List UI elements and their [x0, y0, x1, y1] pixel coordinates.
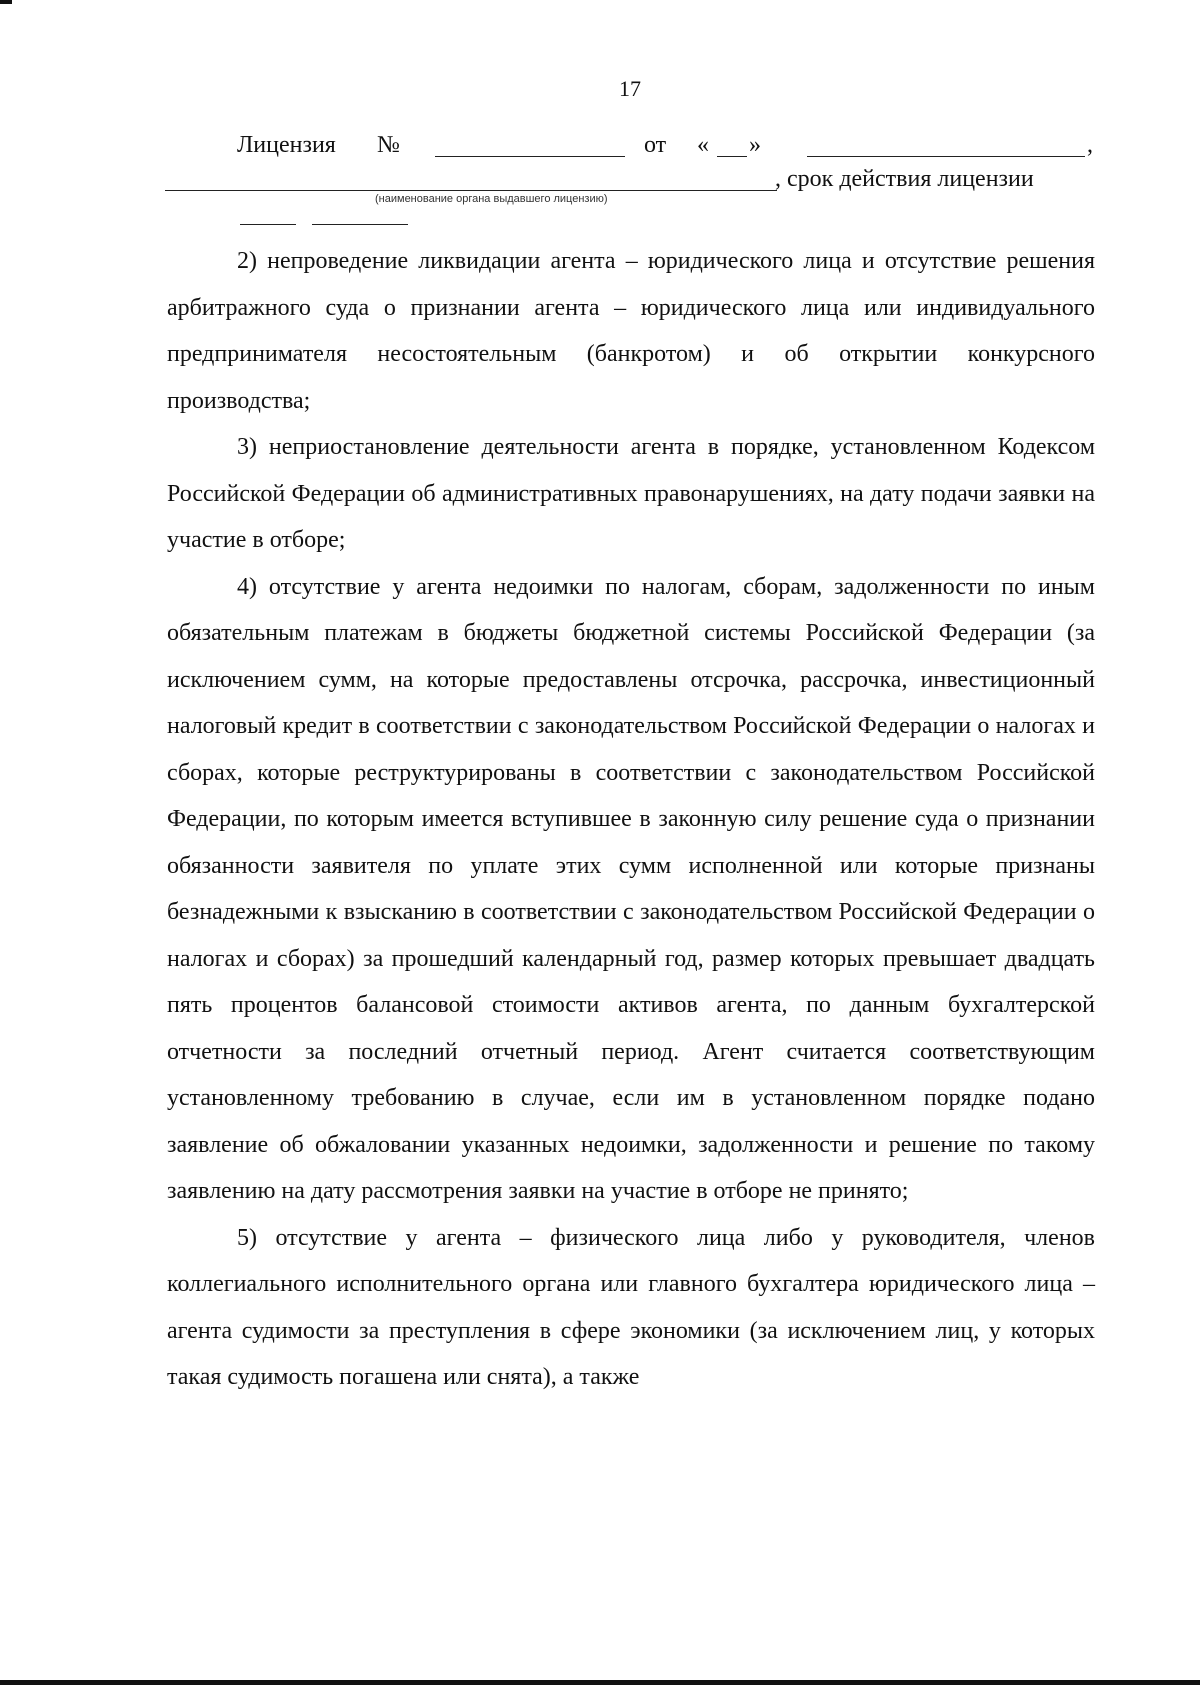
from-label: от [644, 132, 667, 158]
paragraph-item-3: 3) неприостановление деятельности агента в порядке, установленном Кодексом Российской Федерации об административных правонарушениях, на дату подачи заявки на участие в отборе; [167, 434, 1095, 553]
paragraph-item-4: 4) отсутствие у агента недоимки по налогам, сборам, задолженности по иным обязательным платежам в бюджеты бюджетной системы Российской Федерации (за исключением сумм, на которые предоставлены отсрочка, рассрочка, инвестиционный налоговый кредит в соответствии с законодательством Российской Федерации о налогах и сборах, которые реструктурированы в соответствии с законодательством Российской Федерации, по которым имеется вступившее в законную силу решение суда о признании обязанности заявителя по уплате этих сумм исполненной или которые признаны безнадежными к взысканию в соответствии с законодательством Российской Федерации о налогах и сборах) за прошедший календарный год, размер которых превышает двадцать пять процентов балансовой стоимости активов агента, по данным бухгалтерской отчетности за последний отчетный период. Агент считается соответствующим установленному требованию в случае, если им в установленном порядке подано заявление об обжаловании указанных недоимки, задолженности и решение по такому заявлению на дату рассмотрения заявки на участие в отборе не принято; [167, 573, 1095, 1204]
validity-blanks [240, 220, 440, 240]
document-body [167, 238, 1095, 1401]
trailing-comma: , [1087, 132, 1093, 158]
license-number-blank [435, 156, 625, 157]
license-day-blank [717, 156, 747, 157]
issuing-organization-caption: (наименование органа выдавшего лицензию) [375, 193, 608, 205]
paragraph-item-5: 5) отсутствие у агента – физического лица либо у руководителя, членов коллегиального исполнительного органа или главного бухгалтера юридического лица – агента судимости за преступления в сфере экономики (за исключением лиц, у которых такая судимость погашена или снята), а также [167, 1224, 1095, 1390]
paragraph-item-2: 2) непроведение ликвидации агента – юридического лица и отсутствие решения арбитражного суда о признании агента – юридического лица или индивидуального предпринимателя несостоятельным (банкротом) и об открытии конкурсного производства; [167, 248, 1095, 414]
license-date-blank [807, 156, 1085, 157]
quote-close: » [749, 132, 761, 158]
quote-open: « [697, 132, 709, 158]
scan-bottom-border [0, 1680, 1200, 1685]
validity-blank-2 [312, 224, 408, 225]
number-sign: № [377, 132, 400, 158]
issuing-organization-blank [165, 190, 777, 191]
license-line [237, 132, 1097, 166]
validity-blank-1 [240, 224, 296, 225]
validity-label: , срок действия лицензии [775, 166, 1034, 192]
page-number: 17 [619, 76, 641, 101]
license-label: Лицензия [237, 132, 336, 158]
scan-corner-mark [0, 0, 12, 4]
issuing-organization-line [165, 166, 1105, 212]
